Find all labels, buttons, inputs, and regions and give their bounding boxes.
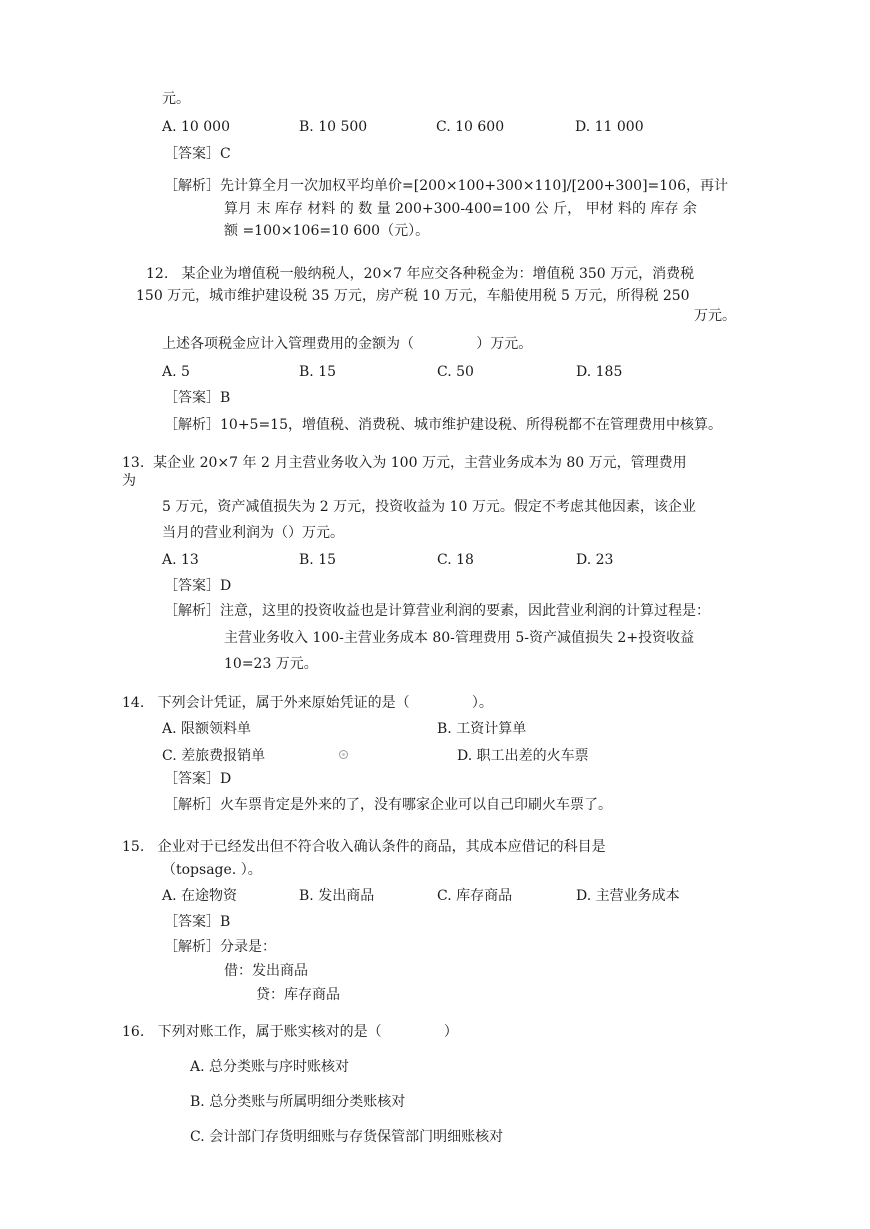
q13-option-d: D. 23 [576,552,614,568]
q12-option-a: A. 5 [162,364,190,380]
q14-answer: ［答案］D [164,771,232,787]
q14-option-d: D. 职工出差的火车票 [457,748,589,764]
q11-answer: ［答案］C [164,146,231,162]
radio-button[interactable] [339,750,348,759]
q15-stem-line-2: （topsage. ）。 [162,862,262,878]
q12-stem-line-1: 12. 某企业为增值税一般纳税人，20×7 年应交各种税金为：增值税 350 万元，消费税 [146,266,695,282]
q13-stem-line-3: 5 万元，资产减值损失为 2 万元，投资收益为 10 万元。假定不考虑其他因素，该企业 [162,499,696,515]
q14-option-c: C. 差旅费报销单 [162,748,266,764]
q16-option-b: B. 总分类账与所属明细分类账核对 [190,1094,406,1110]
q14-analysis: ［解析］火车票肯定是外来的了，没有哪家企业可以自己印刷火车票了。 [164,797,612,813]
q14-stem: 14. 下列会计凭证，属于外来原始凭证的是（ ）。 [122,695,493,711]
q15-analysis-line-2: 借：发出商品 [224,963,308,979]
q13-stem-line-4: 当月的营业利润为（）万元。 [162,525,344,541]
q15-answer: ［答案］B [164,914,231,930]
q15-option-d: D. 主营业务成本 [576,888,680,904]
q13-analysis-line-1: ［解析］注意，这里的投资收益也是计算营业利润的要素，因此营业利润的计算过程是： [164,603,710,619]
q12-stem-line-2: 150 万元，城市维护建设税 35 万元，房产税 10 万元，车船使用税 5 万元，所得税 250 [136,288,690,304]
q11-option-c: C. 10 600 [436,119,505,135]
q11-analysis-line-1: ［解析］先计算全月一次加权平均单价=[200×100+300×110]/[200+300]=106，再计 [164,178,728,194]
q11-option-b: B. 10 500 [299,119,368,135]
q15-stem-line-1: 15. 企业对于已经发出但不符合收入确认条件的商品，其成本应借记的科目是 [122,839,606,855]
q16-stem: 16. 下列对账工作，属于账实核对的是（ ） [122,1024,458,1040]
q12-stem-line-3: 万元。 [694,308,736,324]
q13-analysis-line-3: 10=23 万元。 [224,656,318,672]
q12-option-d: D. 185 [576,364,623,380]
q15-analysis-line-1: ［解析］分录是： [164,939,276,955]
q12-answer: ［答案］B [164,390,231,406]
q11-option-a: A. 10 000 [162,119,230,135]
q12-option-c: C. 50 [437,364,474,380]
q11-tail: 元。 [162,91,190,107]
q15-analysis-line-3: 贷：库存商品 [256,987,340,1003]
q13-option-c: C. 18 [437,552,474,568]
q13-stem-line-2: 为 [122,473,136,489]
q13-option-a: A. 13 [162,552,199,568]
q15-option-b: B. 发出商品 [299,888,375,904]
q12-analysis: ［解析］10+5=15，增值税、消费税、城市维护建设税、所得税都不在管理费用中核算。 [164,417,722,433]
q12-stem-line-4: 上述各项税金应计入管理费用的金额为（ ）万元。 [162,336,533,352]
q11-option-d: D. 11 000 [575,119,644,135]
q14-option-a: A. 限额领料单 [162,721,252,737]
q11-analysis-line-2: 算月 末 库存 材料 的 数 量 200+300-400=100 公 斤， 甲材 料的 库存 余 [224,201,697,217]
q12-option-b: B. 15 [299,364,337,380]
q15-option-c: C. 库存商品 [437,888,513,904]
q16-option-c: C. 会计部门存货明细账与存货保管部门明细账核对 [190,1129,504,1145]
q15-option-a: A. 在途物资 [162,888,238,904]
q13-option-b: B. 15 [299,552,337,568]
q13-stem-line-1: 13. 某企业 20×7 年 2 月主营业务收入为 100 万元，主营业务成本为 80 万元，管理费用 [122,455,687,471]
q13-answer: ［答案］D [164,578,232,594]
q11-analysis-line-3: 额 =100×106=10 600（元）。 [224,223,430,239]
q16-option-a: A. 总分类账与序时账核对 [190,1059,350,1075]
q14-option-b: B. 工资计算单 [437,721,527,737]
q13-analysis-line-2: 主营业务收入 100-主营业务成本 80-管理费用 5-资产减值损失 2+投资收益 [224,630,695,646]
